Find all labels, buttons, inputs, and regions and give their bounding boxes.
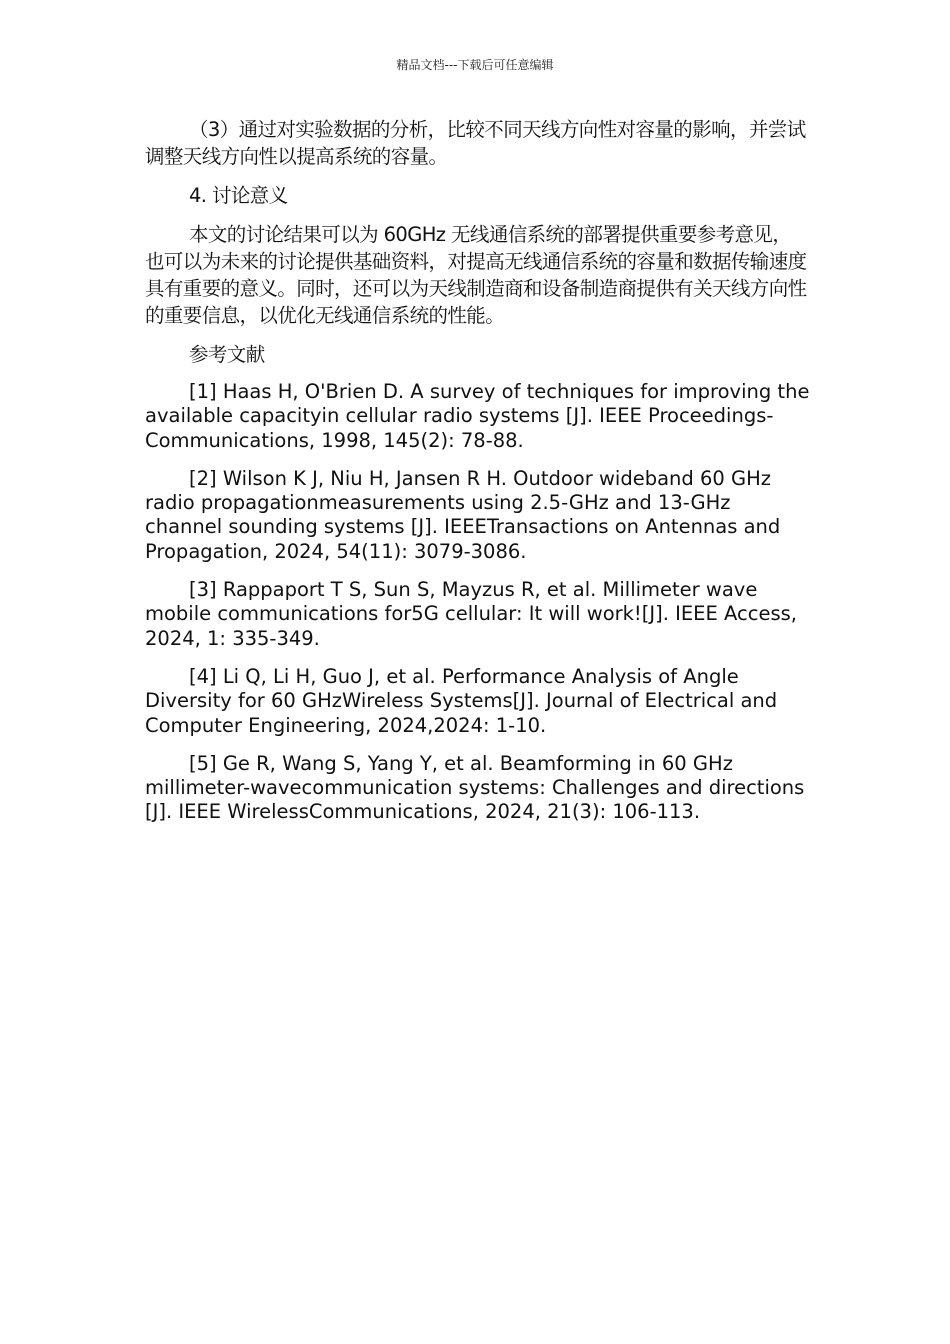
page-header: 精品文档---下载后可任意编辑: [396, 58, 554, 72]
reference-list: [145, 380, 810, 825]
reference-item: [1] Haas H, O'Brien D. A survey of techniques for improving the available capacityin cellular radio systems [J]. IEEE Proceedings-Communications, 1998, 145(2): 78-88.: [145, 380, 810, 452]
section-heading-discussion-significance: 4. 讨论意义: [189, 184, 288, 207]
reference-item: [3] Rappaport T S, Sun S, Mayzus R, et al. Millimeter wave mobile communications for5G cellular: It will work![J]. IEEE Access, 2024, 1: 335-349.: [145, 578, 797, 650]
paragraph-discussion-significance: 本文的讨论结果可以为 60GHz 无线通信系统的部署提供重要参考意见，也可以为未来的讨论提供基础资料，对提高无线通信系统的容量和数据传输速度具有重要的意义。同时，还可以为天线制造商和设备制造商提供有关天线方向性的重要信息，以优化无线通信系统的性能。: [145, 223, 807, 327]
paragraph-step-3: （3）通过对实验数据的分析，比较不同天线方向性对容量的影响，并尝试调整天线方向性以提高系统的容量。: [145, 118, 806, 168]
reference-item: [2] Wilson K J, Niu H, Jansen R H. Outdoor wideband 60 GHz radio propagationmeasurements using 2.5-GHz and 13-GHz channel sounding systems [J]. IEEETransactions on Antennas and Propagation, 2024, 54(11): 3079-3086.: [145, 466, 781, 563]
references-heading: 参考文献: [189, 343, 265, 366]
reference-item: [5] Ge R, Wang S, Yang Y, et al. Beamforming in 60 GHz millimeter-wavecommunication systems: Challenges and directions [J]. IEEE WirelessCommunications, 2024, 21(3): 106-113.: [145, 751, 805, 824]
document-body: [145, 116, 810, 839]
reference-item: [4] Li Q, Li H, Guo J, et al. Performance Analysis of Angle Diversity for 60 GHzWireless Systems[J]. Journal of Electrical and Computer Engineering, 2024,2024: 1-10.: [145, 664, 778, 737]
